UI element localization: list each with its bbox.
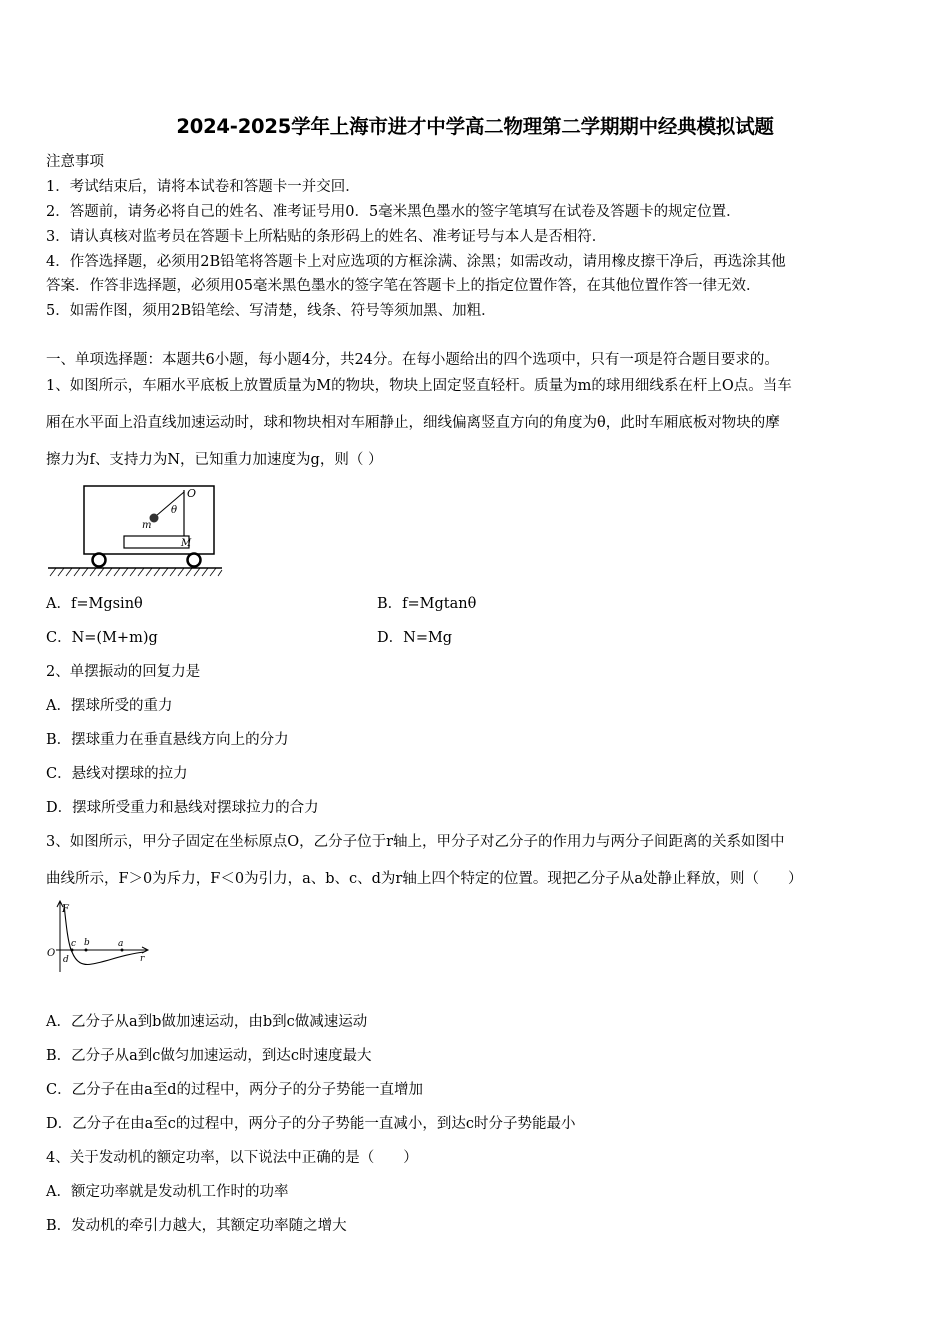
ground-hatching [50, 568, 222, 576]
block [124, 536, 189, 548]
label-c: c [71, 939, 77, 949]
notice-item: 4．作答选择题，必须用2B铅笔将答题卡上对应选项的方框涂满、涂黑；如需改动，请用橡皮擦干净后，再选涂其他 [46, 254, 786, 270]
notice-item: 5．如需作图，须用2B铅笔绘、写清楚，线条、符号等须加黑、加粗． [46, 303, 496, 319]
notice-item: 2．答题前，请务必将自己的姓名、准考证号用0．5毫米黑色墨水的签字笔填写在试卷及答题卡的规定位置． [46, 204, 741, 220]
q1-option-a[interactable]: A．f=Mgsinθ [46, 596, 143, 612]
q4-option-a[interactable]: A．额定功率就是发动机工作时的功率 [46, 1184, 289, 1200]
q3-stem-line: 曲线所示，F＞0为斥力，F＜0为引力，a、b、c、d为r轴上四个特定的位置。现把乙分子从a处静止释放，则（ ） [46, 871, 803, 887]
q3-option-b[interactable]: B．乙分子从a到c做匀加速运动，到达c时速度最大 [46, 1048, 372, 1064]
q1-stem-line: 擦力为f、支持力为N，已知重力加速度为g，则（ ） [46, 452, 383, 468]
label-r: r [140, 954, 145, 964]
notice-item: 答案．作答非选择题，必须用05毫米黑色墨水的签字笔在答题卡上的指定位置作答，在其他位置作答一律无效． [46, 278, 761, 294]
q3-option-c[interactable]: C．乙分子在由a至d的过程中，两分子的分子势能一直增加 [46, 1082, 424, 1098]
q4-option-b[interactable]: B．发动机的牵引力越大，其额定功率随之增大 [46, 1218, 347, 1234]
label-O: O [187, 487, 197, 500]
q2-option-c[interactable]: C．悬线对摆球的拉力 [46, 766, 188, 782]
label-b: b [84, 938, 90, 948]
notice-heading: 注意事项 [46, 154, 104, 170]
label-m: m [142, 520, 152, 531]
q1-stem-line: 厢在水平面上沿直线加速运动时，球和物块相对车厢静止，细线偏离竖直方向的角度为θ，此时车厢底板对物块的摩 [46, 415, 780, 431]
notice-item: 1．考试结束后，请将本试卷和答题卡一并交回． [46, 179, 360, 195]
string [156, 492, 184, 516]
wheel [93, 554, 106, 567]
q1-option-c[interactable]: C．N=(M+m)g [46, 630, 158, 646]
q2-option-d[interactable]: D．摆球所受重力和悬线对摆球拉力的合力 [46, 800, 319, 816]
label-M: M [181, 538, 192, 549]
label-a: a [118, 939, 124, 949]
notice-item: 3．请认真核对监考员在答题卡上所粘贴的条形码上的姓名、准考证号与本人是否相符． [46, 229, 607, 245]
point-b [85, 949, 88, 952]
label-O: O [47, 948, 56, 959]
label-d: d [63, 955, 69, 965]
q3-force-figure [44, 898, 154, 978]
q3-option-d[interactable]: D．乙分子在由a至c的过程中，两分子的分子势能一直减小，到达c时分子势能最小 [46, 1116, 576, 1132]
label-theta: θ [171, 505, 178, 516]
wheel [188, 554, 201, 567]
force-curve [64, 904, 144, 965]
q4-stem: 4、关于发动机的额定功率，以下说法中正确的是（ ） [46, 1150, 418, 1166]
q1-option-b[interactable]: B．f=Mgtanθ [377, 596, 477, 612]
q3-option-a[interactable]: A．乙分子从a到b做加速运动，由b到c做减速运动 [46, 1014, 368, 1030]
q2-option-b[interactable]: B．摆球重力在垂直悬线方向上的分力 [46, 732, 289, 748]
q1-stem-line: 1、如图所示，车厢水平底板上放置质量为M的物块，物块上固定竖直轻杆。质量为m的球用细线系在杆上O点。当车 [46, 378, 792, 394]
q2-option-a[interactable]: A．摆球所受的重力 [46, 698, 173, 714]
q1-car-figure [44, 480, 224, 580]
q1-option-d[interactable]: D．N=Mg [377, 630, 453, 646]
label-F: F [62, 904, 69, 915]
section-heading: 一、单项选择题：本题共6小题，每小题4分，共24分。在每小题给出的四个选项中，只有一项是符合题目要求的。 [46, 352, 779, 368]
page-title: 2024-2025学年上海市进才中学高二物理第二学期期中经典模拟试题 [176, 115, 774, 138]
q2-stem: 2、单摆振动的回复力是 [46, 664, 201, 680]
q3-stem-line: 3、如图所示，甲分子固定在坐标原点O，乙分子位于r轴上，甲分子对乙分子的作用力与两分子间距离的关系如图中 [46, 834, 785, 850]
